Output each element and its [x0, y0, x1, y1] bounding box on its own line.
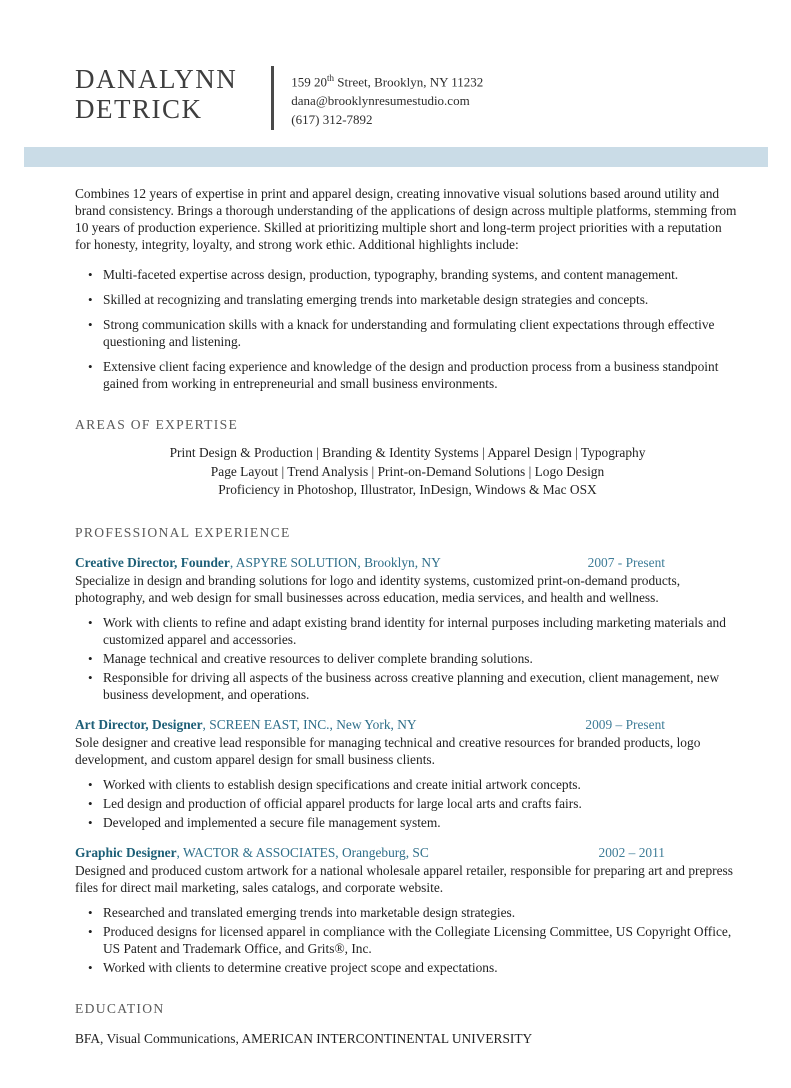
job-bullet-list: [75, 904, 740, 976]
address-number: 159 20: [291, 74, 328, 90]
contact-address: [291, 69, 483, 91]
summary-highlight: • Multi-faceted expertise across design, production, typography, branding systems, and content management.: [88, 266, 740, 283]
job-header: [75, 716, 740, 733]
accent-band: [24, 147, 768, 167]
job-entry: [75, 844, 740, 976]
job-bullet: • Manage technical and creative resources to deliver complete branding solutions.: [88, 650, 740, 667]
job-bullet: • Worked with clients to establish design specifications and create initial artwork concepts.: [88, 776, 740, 793]
job-dates: 2007 - Present: [587, 554, 665, 570]
job-bullet: • Worked with clients to determine creative project scope and expectations.: [88, 959, 740, 976]
expertise-line: Proficiency in Photoshop, Illustrator, InDesign, Windows & Mac OSX: [218, 482, 597, 498]
job-header: [75, 844, 740, 861]
resume-page: [0, 64, 791, 1088]
job-header: [75, 554, 740, 571]
summary-highlight: • Strong communication skills with a knack for understanding and formulating client expectations through effective questioning and listening.: [88, 316, 740, 350]
summary-highlight: • Skilled at recognizing and translating emerging trends into marketable design strategies and concepts.: [88, 291, 740, 308]
job-company: , ASPYRE SOLUTION, Brooklyn, NY: [229, 554, 441, 570]
candidate-name: [75, 64, 237, 124]
contact-block: [291, 64, 483, 129]
job-bullet: • Responsible for driving all aspects of the business across creative planning and execution, client management, new business development, and operations.: [88, 669, 740, 703]
address-ordinal: th: [327, 73, 335, 83]
summary-highlight: • Extensive client facing experience and knowledge of the design and production process from a business standpoint gained from working in entrepreneurial and small business environments.: [88, 358, 740, 392]
job-description: Specialize in design and branding solutions for logo and identity systems, customized print-on-demand products, photography, and web design for small businesses across education, media services, and health and wellness.: [75, 572, 681, 605]
education-degree: BFA, Visual Communications, AMERICAN INTERCONTINENTAL UNIVERSITY: [75, 1030, 533, 1046]
job-bullet: • Researched and translated emerging trends into marketable design strategies.: [88, 904, 740, 921]
expertise-line: Page Layout | Trend Analysis | Print-on-Demand Solutions | Logo Design: [210, 463, 605, 479]
address-rest: Street, Brooklyn, NY 11232: [334, 74, 484, 90]
job-bullet: • Work with clients to refine and adapt existing brand identity for internal purposes including marketing materials and customized apparel and accessories.: [88, 614, 740, 648]
job-description: Designed and produced custom artwork for a national wholesale apparel retailer, responsible for preparing art and prepress files for direct mail marketing, sales catalogs, and corporate website.: [75, 862, 733, 895]
education-section-heading: EDUCATION: [75, 1000, 165, 1016]
job-entry: [75, 554, 740, 703]
job-company: , WACTOR & ASSOCIATES, Orangeburg, SC: [176, 844, 429, 860]
job-bullet-list: [75, 614, 740, 703]
contact-phone: (617) 312-7892: [291, 112, 373, 128]
job-title: Graphic Designer: [75, 844, 177, 860]
expertise-line: Print Design & Production | Branding & Identity Systems | Apparel Design | Typography: [169, 445, 646, 461]
job-title: Creative Director, Founder: [75, 554, 230, 570]
summary-highlights-list: [75, 266, 740, 392]
contact-email: dana@brooklynresumestudio.com: [291, 93, 470, 109]
resume-body: [75, 185, 740, 1047]
summary-paragraph: Combines 12 years of expertise in print and apparel design, creating innovative visual solutions based around utility and brand consistency. Brings a thorough understanding of the applications of design across multiple platforms, stemming from 10 years of production experience. Skilled at prioritizing multiple short and long-term project priorities with a reputation for honesty, integrity, loyalty, and strong work ethic. Additional highlights include:: [75, 186, 737, 252]
experience-section-heading: PROFESSIONAL EXPERIENCE: [75, 524, 291, 540]
job-entry: [75, 716, 740, 831]
job-title: Art Director, Designer: [75, 716, 203, 732]
job-description: Sole designer and creative lead responsible for managing technical and creative resources for branded products, logo development, and custom apparel design for small business clients.: [75, 734, 701, 767]
job-dates: 2009 – Present: [585, 716, 665, 732]
job-bullet: • Produced designs for licensed apparel in compliance with the Collegiate Licensing Committee, US Copyright Office, US Patent and Trademark Office, and Grits®, Inc.: [88, 923, 740, 957]
expertise-lines: [75, 444, 740, 500]
resume-header: [75, 64, 791, 130]
job-bullet: • Developed and implemented a secure file management system.: [88, 814, 740, 831]
job-bullet-list: [75, 776, 740, 831]
candidate-first-name: DANALYNN: [75, 64, 238, 94]
job-bullet: • Led design and production of official apparel products for large local arts and crafts fairs.: [88, 795, 740, 812]
expertise-section-heading: AREAS OF EXPERTISE: [75, 417, 239, 433]
job-dates: 2002 – 2011: [598, 844, 665, 860]
header-divider: [271, 66, 274, 130]
job-company: , SCREEN EAST, INC., New York, NY: [202, 716, 417, 732]
candidate-last-name: DETRICK: [75, 94, 203, 124]
